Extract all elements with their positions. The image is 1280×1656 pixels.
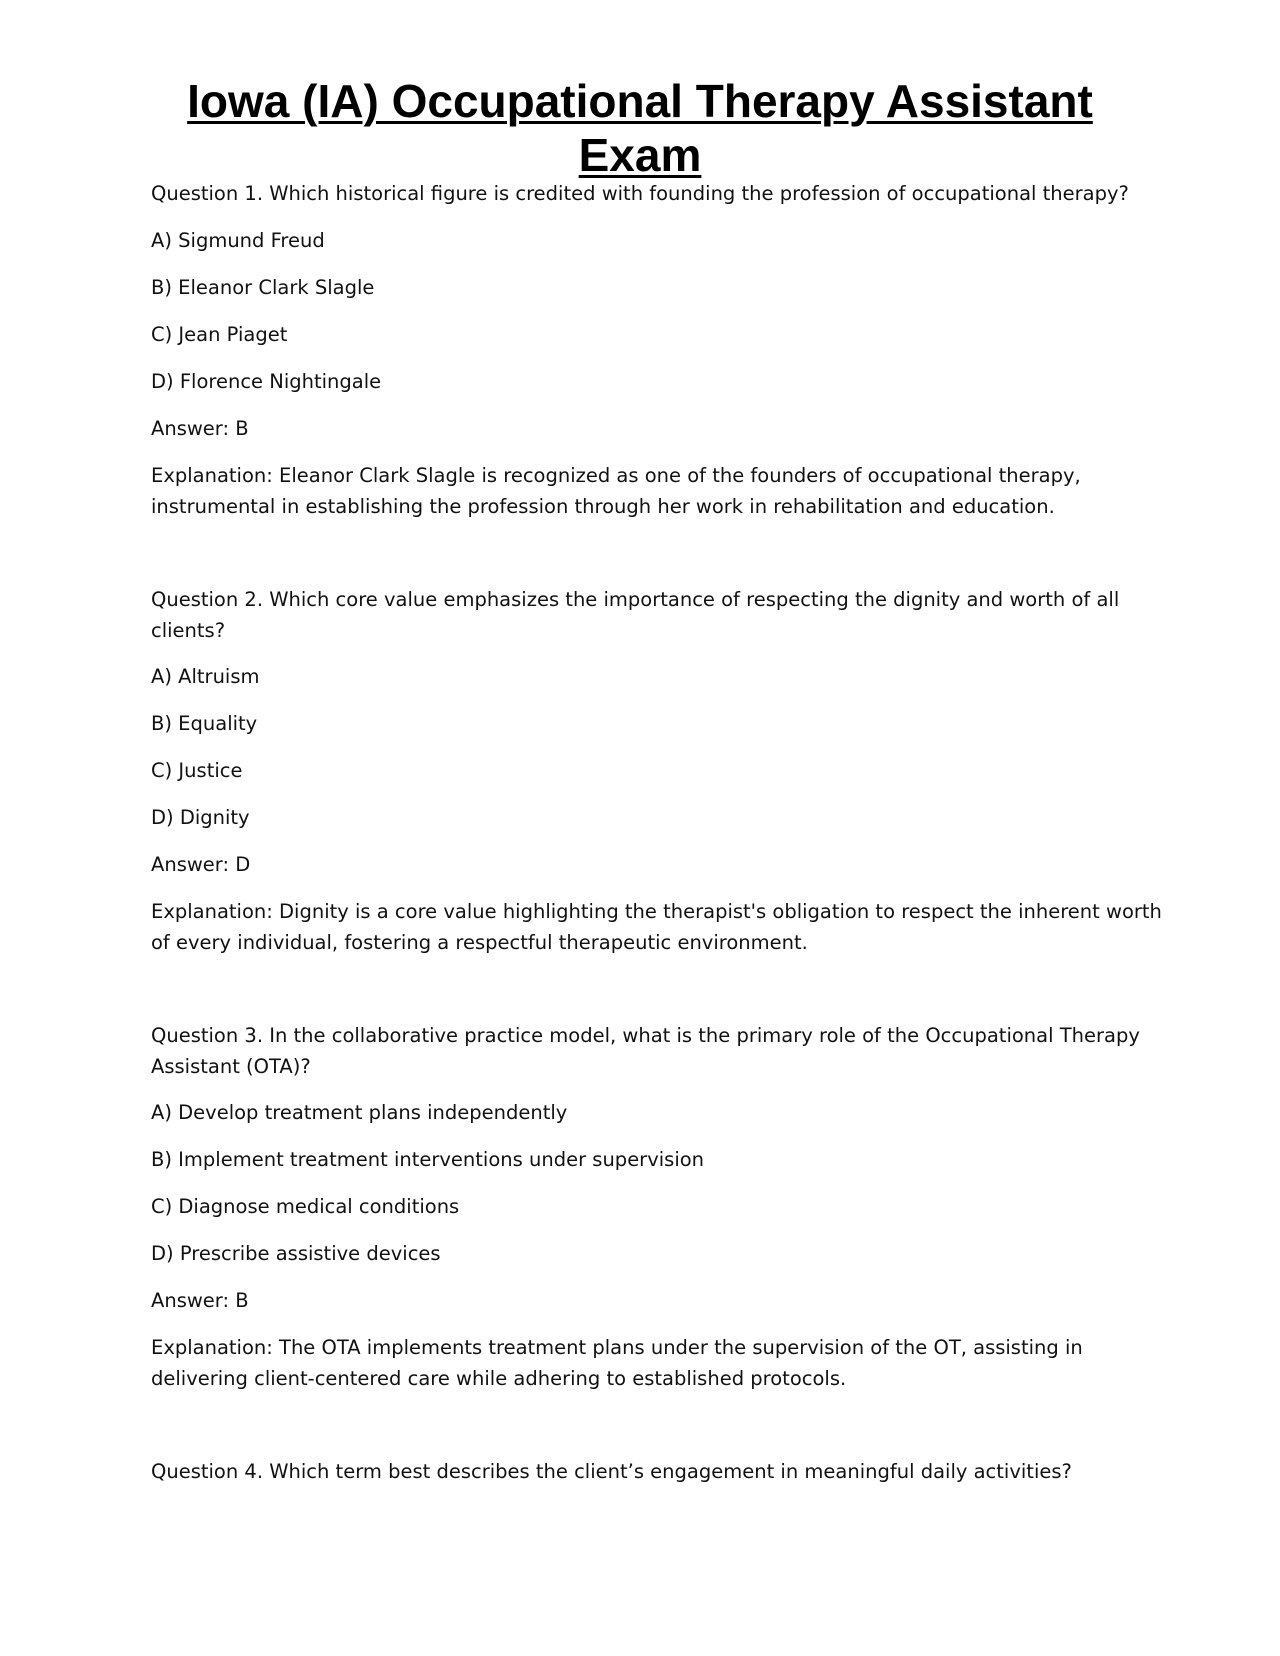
- document-title-line-1: Iowa (IA) Occupational Therapy Assistant: [187, 75, 1093, 127]
- question-3-option-d: D) Prescribe assistive devices: [151, 1242, 441, 1265]
- question-3-explanation-line-1: Explanation: The OTA implements treatment plans under the supervision of the OT, assisting in: [151, 1336, 1083, 1359]
- question-4-text: Question 4. Which term best describes the client’s engagement in meaningful daily activities?: [151, 1460, 1072, 1483]
- question-1-option-c: C) Jean Piaget: [151, 323, 288, 346]
- question-1-option-a: A) Sigmund Freud: [151, 229, 325, 252]
- question-3-text-line-2: Assistant (OTA)?: [151, 1055, 311, 1078]
- question-1-option-b: B) Eleanor Clark Slagle: [151, 276, 375, 299]
- question-3-option-b: B) Implement treatment interventions under supervision: [151, 1148, 705, 1171]
- question-1-option-d: D) Florence Nightingale: [151, 370, 382, 393]
- question-1-answer: Answer: B: [151, 417, 249, 440]
- question-2-text-line-2: clients?: [151, 619, 226, 642]
- question-2-option-a: A) Altruism: [151, 665, 260, 688]
- question-3-option-a: A) Develop treatment plans independently: [151, 1101, 568, 1124]
- question-3-explanation-line-2: delivering client-centered care while adhering to established protocols.: [151, 1367, 847, 1390]
- document-title-line-2: Exam: [578, 129, 702, 181]
- question-2-explanation-line-2: of every individual, fostering a respectful therapeutic environment.: [151, 931, 808, 954]
- question-1-explanation-line-1: Explanation: Eleanor Clark Slagle is recognized as one of the founders of occupational therapy,: [151, 464, 1081, 487]
- question-3-option-c: C) Diagnose medical conditions: [151, 1195, 460, 1218]
- question-3-answer: Answer: B: [151, 1289, 249, 1312]
- question-2-option-b: B) Equality: [151, 712, 258, 735]
- question-1-explanation-line-2: instrumental in establishing the profession through her work in rehabilitation and education.: [151, 495, 1055, 518]
- question-3-text-line-1: Question 3. In the collaborative practice model, what is the primary role of the Occupational Therapy: [151, 1024, 1140, 1047]
- question-2-explanation-line-1: Explanation: Dignity is a core value highlighting the therapist's obligation to respect the inherent worth: [151, 900, 1162, 923]
- question-2-answer: Answer: D: [151, 853, 251, 876]
- question-1-text: Question 1. Which historical figure is credited with founding the profession of occupational therapy?: [151, 182, 1129, 205]
- question-2-option-c: C) Justice: [151, 759, 243, 782]
- question-2-option-d: D) Dignity: [151, 806, 250, 829]
- question-2-text-line-1: Question 2. Which core value emphasizes the importance of respecting the dignity and worth of all: [151, 588, 1120, 611]
